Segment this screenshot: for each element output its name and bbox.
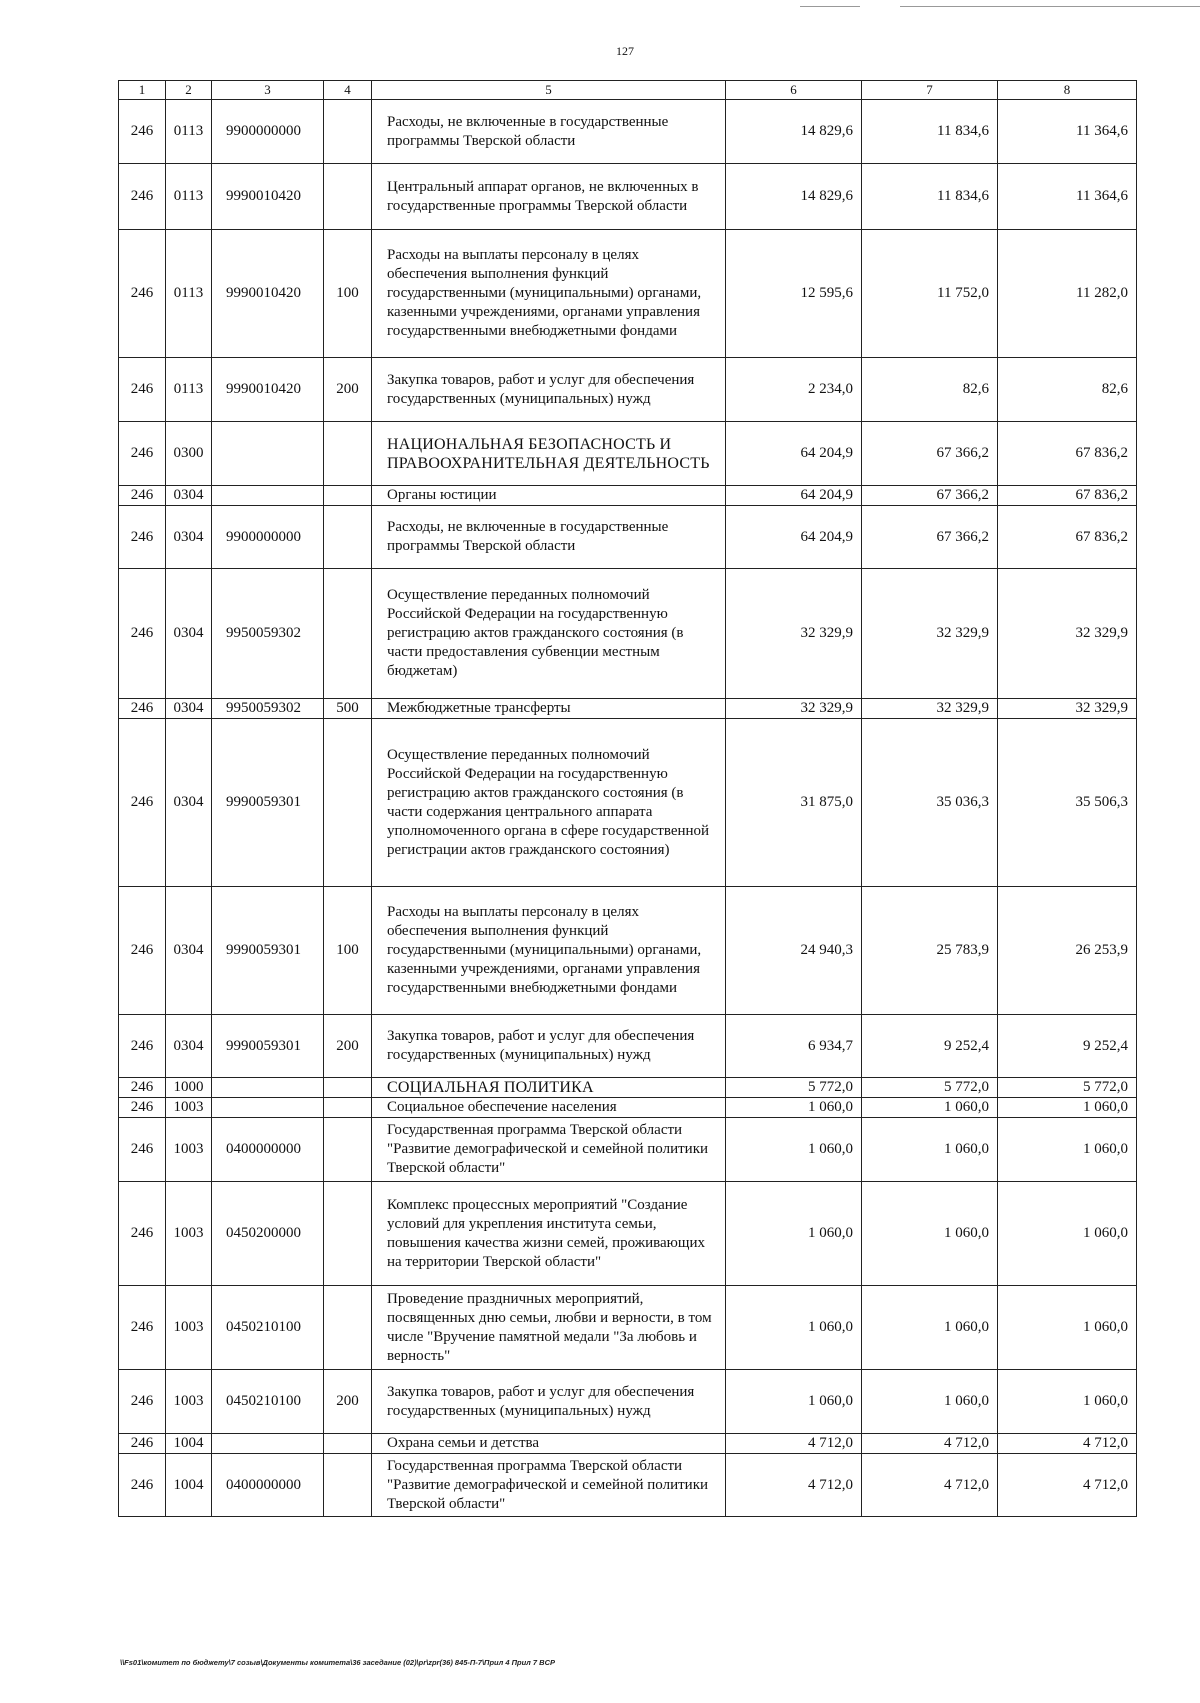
cell-amount-8: 4 712,0 [998, 1434, 1137, 1454]
cell-expense-type: 500 [324, 699, 372, 719]
cell-amount-7: 32 329,9 [862, 699, 998, 719]
cell-target-code: 9990010420 [212, 164, 324, 230]
cell-admin-code: 246 [119, 569, 166, 699]
cell-expense-type [324, 506, 372, 569]
table-row [119, 422, 1137, 486]
cell-amount-8: 1 060,0 [998, 1098, 1137, 1118]
cell-amount-6: 1 060,0 [726, 1286, 862, 1370]
cell-expense-type [324, 164, 372, 230]
cell-amount-6: 32 329,9 [726, 699, 862, 719]
cell-target-code: 9990010420 [212, 358, 324, 422]
cell-target-code [212, 422, 324, 486]
cell-amount-6: 6 934,7 [726, 1015, 862, 1078]
cell-amount-7: 32 329,9 [862, 569, 998, 699]
cell-amount-6: 1 060,0 [726, 1370, 862, 1434]
cell-target-code: 0450200000 [212, 1182, 324, 1286]
cell-expense-type [324, 1434, 372, 1454]
cell-description: Межбюджетные трансферты [372, 699, 726, 719]
table-row [119, 1434, 1137, 1454]
cell-amount-8: 1 060,0 [998, 1370, 1137, 1434]
cell-amount-8: 1 060,0 [998, 1286, 1137, 1370]
cell-admin-code: 246 [119, 1182, 166, 1286]
cell-expense-type: 200 [324, 1370, 372, 1434]
table-row [119, 1286, 1137, 1370]
cell-amount-7: 11 752,0 [862, 230, 998, 358]
cell-section-code: 1000 [166, 1078, 212, 1098]
cell-section-code: 1003 [166, 1370, 212, 1434]
cell-target-code: 0400000000 [212, 1454, 324, 1517]
table-row [119, 887, 1137, 1015]
scan-edge-line [900, 6, 1200, 7]
cell-description: Охрана семьи и детства [372, 1434, 726, 1454]
cell-section-code: 1004 [166, 1454, 212, 1517]
cell-amount-7: 25 783,9 [862, 887, 998, 1015]
cell-section-code: 0304 [166, 887, 212, 1015]
cell-amount-6: 1 060,0 [726, 1118, 862, 1182]
column-header-6: 6 [726, 81, 862, 100]
cell-target-code: 0400000000 [212, 1118, 324, 1182]
cell-section-code: 0304 [166, 569, 212, 699]
cell-section-code: 0304 [166, 1015, 212, 1078]
table-row [119, 1182, 1137, 1286]
cell-amount-7: 67 366,2 [862, 506, 998, 569]
column-header-3: 3 [212, 81, 324, 100]
cell-amount-8: 67 836,2 [998, 422, 1137, 486]
cell-target-code [212, 1434, 324, 1454]
table-row [119, 569, 1137, 699]
cell-description: Государственная программа Тверской области "Развитие демографической и семейной политики Тверской области" [372, 1454, 726, 1517]
cell-amount-7: 11 834,6 [862, 164, 998, 230]
cell-target-code: 0450210100 [212, 1286, 324, 1370]
cell-admin-code: 246 [119, 1078, 166, 1098]
cell-amount-8: 11 364,6 [998, 100, 1137, 164]
cell-admin-code: 246 [119, 100, 166, 164]
cell-description: Органы юстиции [372, 486, 726, 506]
cell-amount-7: 67 366,2 [862, 486, 998, 506]
cell-section-code: 0113 [166, 164, 212, 230]
cell-amount-7: 82,6 [862, 358, 998, 422]
cell-section-code: 1003 [166, 1118, 212, 1182]
cell-admin-code: 246 [119, 887, 166, 1015]
cell-target-code [212, 1098, 324, 1118]
cell-amount-7: 1 060,0 [862, 1182, 998, 1286]
table-row [119, 1078, 1137, 1098]
cell-description: Социальное обеспечение населения [372, 1098, 726, 1118]
cell-amount-6: 5 772,0 [726, 1078, 862, 1098]
cell-description: Осуществление переданных полномочий Российской Федерации на государственную регистрацию актов гражданского состояния (в части предоставления субвенции местным бюджетам) [372, 569, 726, 699]
cell-admin-code: 246 [119, 506, 166, 569]
cell-amount-8: 9 252,4 [998, 1015, 1137, 1078]
cell-amount-8: 67 836,2 [998, 506, 1137, 569]
cell-target-code: 9900000000 [212, 100, 324, 164]
cell-admin-code: 246 [119, 1286, 166, 1370]
cell-admin-code: 246 [119, 1434, 166, 1454]
cell-admin-code: 246 [119, 230, 166, 358]
cell-target-code: 9990059301 [212, 1015, 324, 1078]
cell-amount-8: 67 836,2 [998, 486, 1137, 506]
cell-expense-type [324, 1098, 372, 1118]
cell-target-code: 9990059301 [212, 887, 324, 1015]
cell-amount-6: 14 829,6 [726, 100, 862, 164]
cell-amount-7: 4 712,0 [862, 1434, 998, 1454]
cell-description: СОЦИАЛЬНАЯ ПОЛИТИКА [372, 1078, 726, 1098]
cell-expense-type: 100 [324, 887, 372, 1015]
cell-description: Закупка товаров, работ и услуг для обеспечения государственных (муниципальных) нужд [372, 358, 726, 422]
table-row [119, 230, 1137, 358]
cell-section-code: 1003 [166, 1182, 212, 1286]
cell-amount-6: 4 712,0 [726, 1434, 862, 1454]
cell-amount-7: 1 060,0 [862, 1286, 998, 1370]
cell-description: Государственная программа Тверской области "Развитие демографической и семейной политики Тверской области" [372, 1118, 726, 1182]
cell-section-code: 0300 [166, 422, 212, 486]
table-row [119, 486, 1137, 506]
cell-expense-type [324, 1118, 372, 1182]
cell-expense-type: 200 [324, 1015, 372, 1078]
cell-amount-7: 67 366,2 [862, 422, 998, 486]
page-number: 127 [616, 44, 634, 58]
cell-description: Закупка товаров, работ и услуг для обеспечения государственных (муниципальных) нужд [372, 1015, 726, 1078]
cell-amount-6: 31 875,0 [726, 719, 862, 887]
cell-description: Проведение праздничных мероприятий, посвященных дню семьи, любви и верности, в том числе "Вручение памятной медали "За любовь и верность" [372, 1286, 726, 1370]
column-header-7: 7 [862, 81, 998, 100]
cell-target-code: 9950059302 [212, 699, 324, 719]
cell-amount-6: 1 060,0 [726, 1182, 862, 1286]
column-header-1: 1 [119, 81, 166, 100]
cell-expense-type: 200 [324, 358, 372, 422]
cell-amount-6: 1 060,0 [726, 1098, 862, 1118]
cell-expense-type: 100 [324, 230, 372, 358]
table-row [119, 1015, 1137, 1078]
cell-admin-code: 246 [119, 719, 166, 887]
cell-description: НАЦИОНАЛЬНАЯ БЕЗОПАСНОСТЬ И ПРАВООХРАНИТЕЛЬНАЯ ДЕЯТЕЛЬНОСТЬ [372, 422, 726, 486]
budget-table [118, 80, 1137, 1517]
table-row [119, 100, 1137, 164]
cell-amount-8: 32 329,9 [998, 699, 1137, 719]
cell-expense-type [324, 100, 372, 164]
cell-admin-code: 246 [119, 699, 166, 719]
cell-target-code: 9900000000 [212, 506, 324, 569]
footer-file-path: \\Fs01\комитет по бюджету\7 созыв\Документы комитета\36 заседание (02)\pr\zpr(36) 845-П-7\Прил 4 Прил 7 BCP [120, 1658, 556, 1667]
cell-expense-type [324, 422, 372, 486]
cell-section-code: 0113 [166, 100, 212, 164]
cell-amount-6: 64 204,9 [726, 506, 862, 569]
cell-amount-8: 35 506,3 [998, 719, 1137, 887]
cell-amount-8: 26 253,9 [998, 887, 1137, 1015]
cell-section-code: 0304 [166, 506, 212, 569]
cell-description: Расходы, не включенные в государственные программы Тверской области [372, 506, 726, 569]
cell-section-code: 0113 [166, 358, 212, 422]
cell-admin-code: 246 [119, 422, 166, 486]
cell-admin-code: 246 [119, 1098, 166, 1118]
column-header-2: 2 [166, 81, 212, 100]
cell-target-code: 9990010420 [212, 230, 324, 358]
cell-admin-code: 246 [119, 164, 166, 230]
cell-expense-type [324, 486, 372, 506]
cell-section-code: 1003 [166, 1286, 212, 1370]
table-row [119, 699, 1137, 719]
cell-amount-7: 4 712,0 [862, 1454, 998, 1517]
cell-amount-8: 32 329,9 [998, 569, 1137, 699]
cell-amount-7: 35 036,3 [862, 719, 998, 887]
cell-amount-6: 64 204,9 [726, 422, 862, 486]
cell-admin-code: 246 [119, 358, 166, 422]
table-row [119, 1098, 1137, 1118]
table-row [119, 358, 1137, 422]
cell-section-code: 1003 [166, 1098, 212, 1118]
cell-amount-7: 5 772,0 [862, 1078, 998, 1098]
cell-expense-type [324, 1454, 372, 1517]
cell-expense-type [324, 1078, 372, 1098]
cell-amount-6: 24 940,3 [726, 887, 862, 1015]
cell-amount-6: 14 829,6 [726, 164, 862, 230]
cell-section-code: 0304 [166, 699, 212, 719]
cell-amount-7: 1 060,0 [862, 1118, 998, 1182]
cell-expense-type [324, 1286, 372, 1370]
cell-amount-7: 11 834,6 [862, 100, 998, 164]
table-row [119, 1118, 1137, 1182]
cell-description: Осуществление переданных полномочий Российской Федерации на государственную регистрацию актов гражданского состояния (в части содержания центрального аппарата уполномоченного органа в сфере государственной регистрации актов гражданского состояния) [372, 719, 726, 887]
cell-amount-8: 4 712,0 [998, 1454, 1137, 1517]
table-row [119, 719, 1137, 887]
column-header-8: 8 [998, 81, 1137, 100]
cell-amount-7: 1 060,0 [862, 1098, 998, 1118]
cell-admin-code: 246 [119, 1118, 166, 1182]
cell-target-code: 9990059301 [212, 719, 324, 887]
cell-amount-6: 4 712,0 [726, 1454, 862, 1517]
cell-section-code: 1004 [166, 1434, 212, 1454]
cell-amount-8: 5 772,0 [998, 1078, 1137, 1098]
cell-section-code: 0304 [166, 486, 212, 506]
cell-target-code [212, 486, 324, 506]
cell-description: Расходы на выплаты персоналу в целях обеспечения выполнения функций государственными (муниципальными) органами, казенными учреждениями, органами управления государственными внебюджетными фондами [372, 230, 726, 358]
cell-amount-7: 9 252,4 [862, 1015, 998, 1078]
cell-amount-8: 1 060,0 [998, 1118, 1137, 1182]
cell-description: Расходы на выплаты персоналу в целях обеспечения выполнения функций государственными (муниципальными) органами, казенными учреждениями, органами управления государственными внебюджетными фондами [372, 887, 726, 1015]
cell-section-code: 0113 [166, 230, 212, 358]
cell-admin-code: 246 [119, 1015, 166, 1078]
cell-description: Комплекс процессных мероприятий "Создание условий для укрепления института семьи, повышения качества жизни семей, проживающих на территории Тверской области" [372, 1182, 726, 1286]
cell-description: Закупка товаров, работ и услуг для обеспечения государственных (муниципальных) нужд [372, 1370, 726, 1434]
cell-admin-code: 246 [119, 1454, 166, 1517]
table-header-row [119, 81, 1137, 100]
cell-description: Центральный аппарат органов, не включенных в государственные программы Тверской области [372, 164, 726, 230]
cell-expense-type [324, 569, 372, 699]
table-row [119, 1454, 1137, 1517]
cell-admin-code: 246 [119, 486, 166, 506]
cell-target-code [212, 1078, 324, 1098]
cell-description: Расходы, не включенные в государственные программы Тверской области [372, 100, 726, 164]
scan-edge-line [800, 6, 860, 7]
table-row [119, 1370, 1137, 1434]
cell-amount-8: 82,6 [998, 358, 1137, 422]
table-row [119, 506, 1137, 569]
cell-amount-8: 1 060,0 [998, 1182, 1137, 1286]
column-header-5: 5 [372, 81, 726, 100]
cell-target-code: 9950059302 [212, 569, 324, 699]
cell-amount-6: 2 234,0 [726, 358, 862, 422]
cell-section-code: 0304 [166, 719, 212, 887]
cell-target-code: 0450210100 [212, 1370, 324, 1434]
cell-amount-7: 1 060,0 [862, 1370, 998, 1434]
cell-amount-8: 11 282,0 [998, 230, 1137, 358]
column-header-4: 4 [324, 81, 372, 100]
cell-expense-type [324, 719, 372, 887]
cell-amount-6: 32 329,9 [726, 569, 862, 699]
cell-amount-8: 11 364,6 [998, 164, 1137, 230]
cell-amount-6: 64 204,9 [726, 486, 862, 506]
cell-amount-6: 12 595,6 [726, 230, 862, 358]
cell-expense-type [324, 1182, 372, 1286]
table-row [119, 164, 1137, 230]
cell-admin-code: 246 [119, 1370, 166, 1434]
